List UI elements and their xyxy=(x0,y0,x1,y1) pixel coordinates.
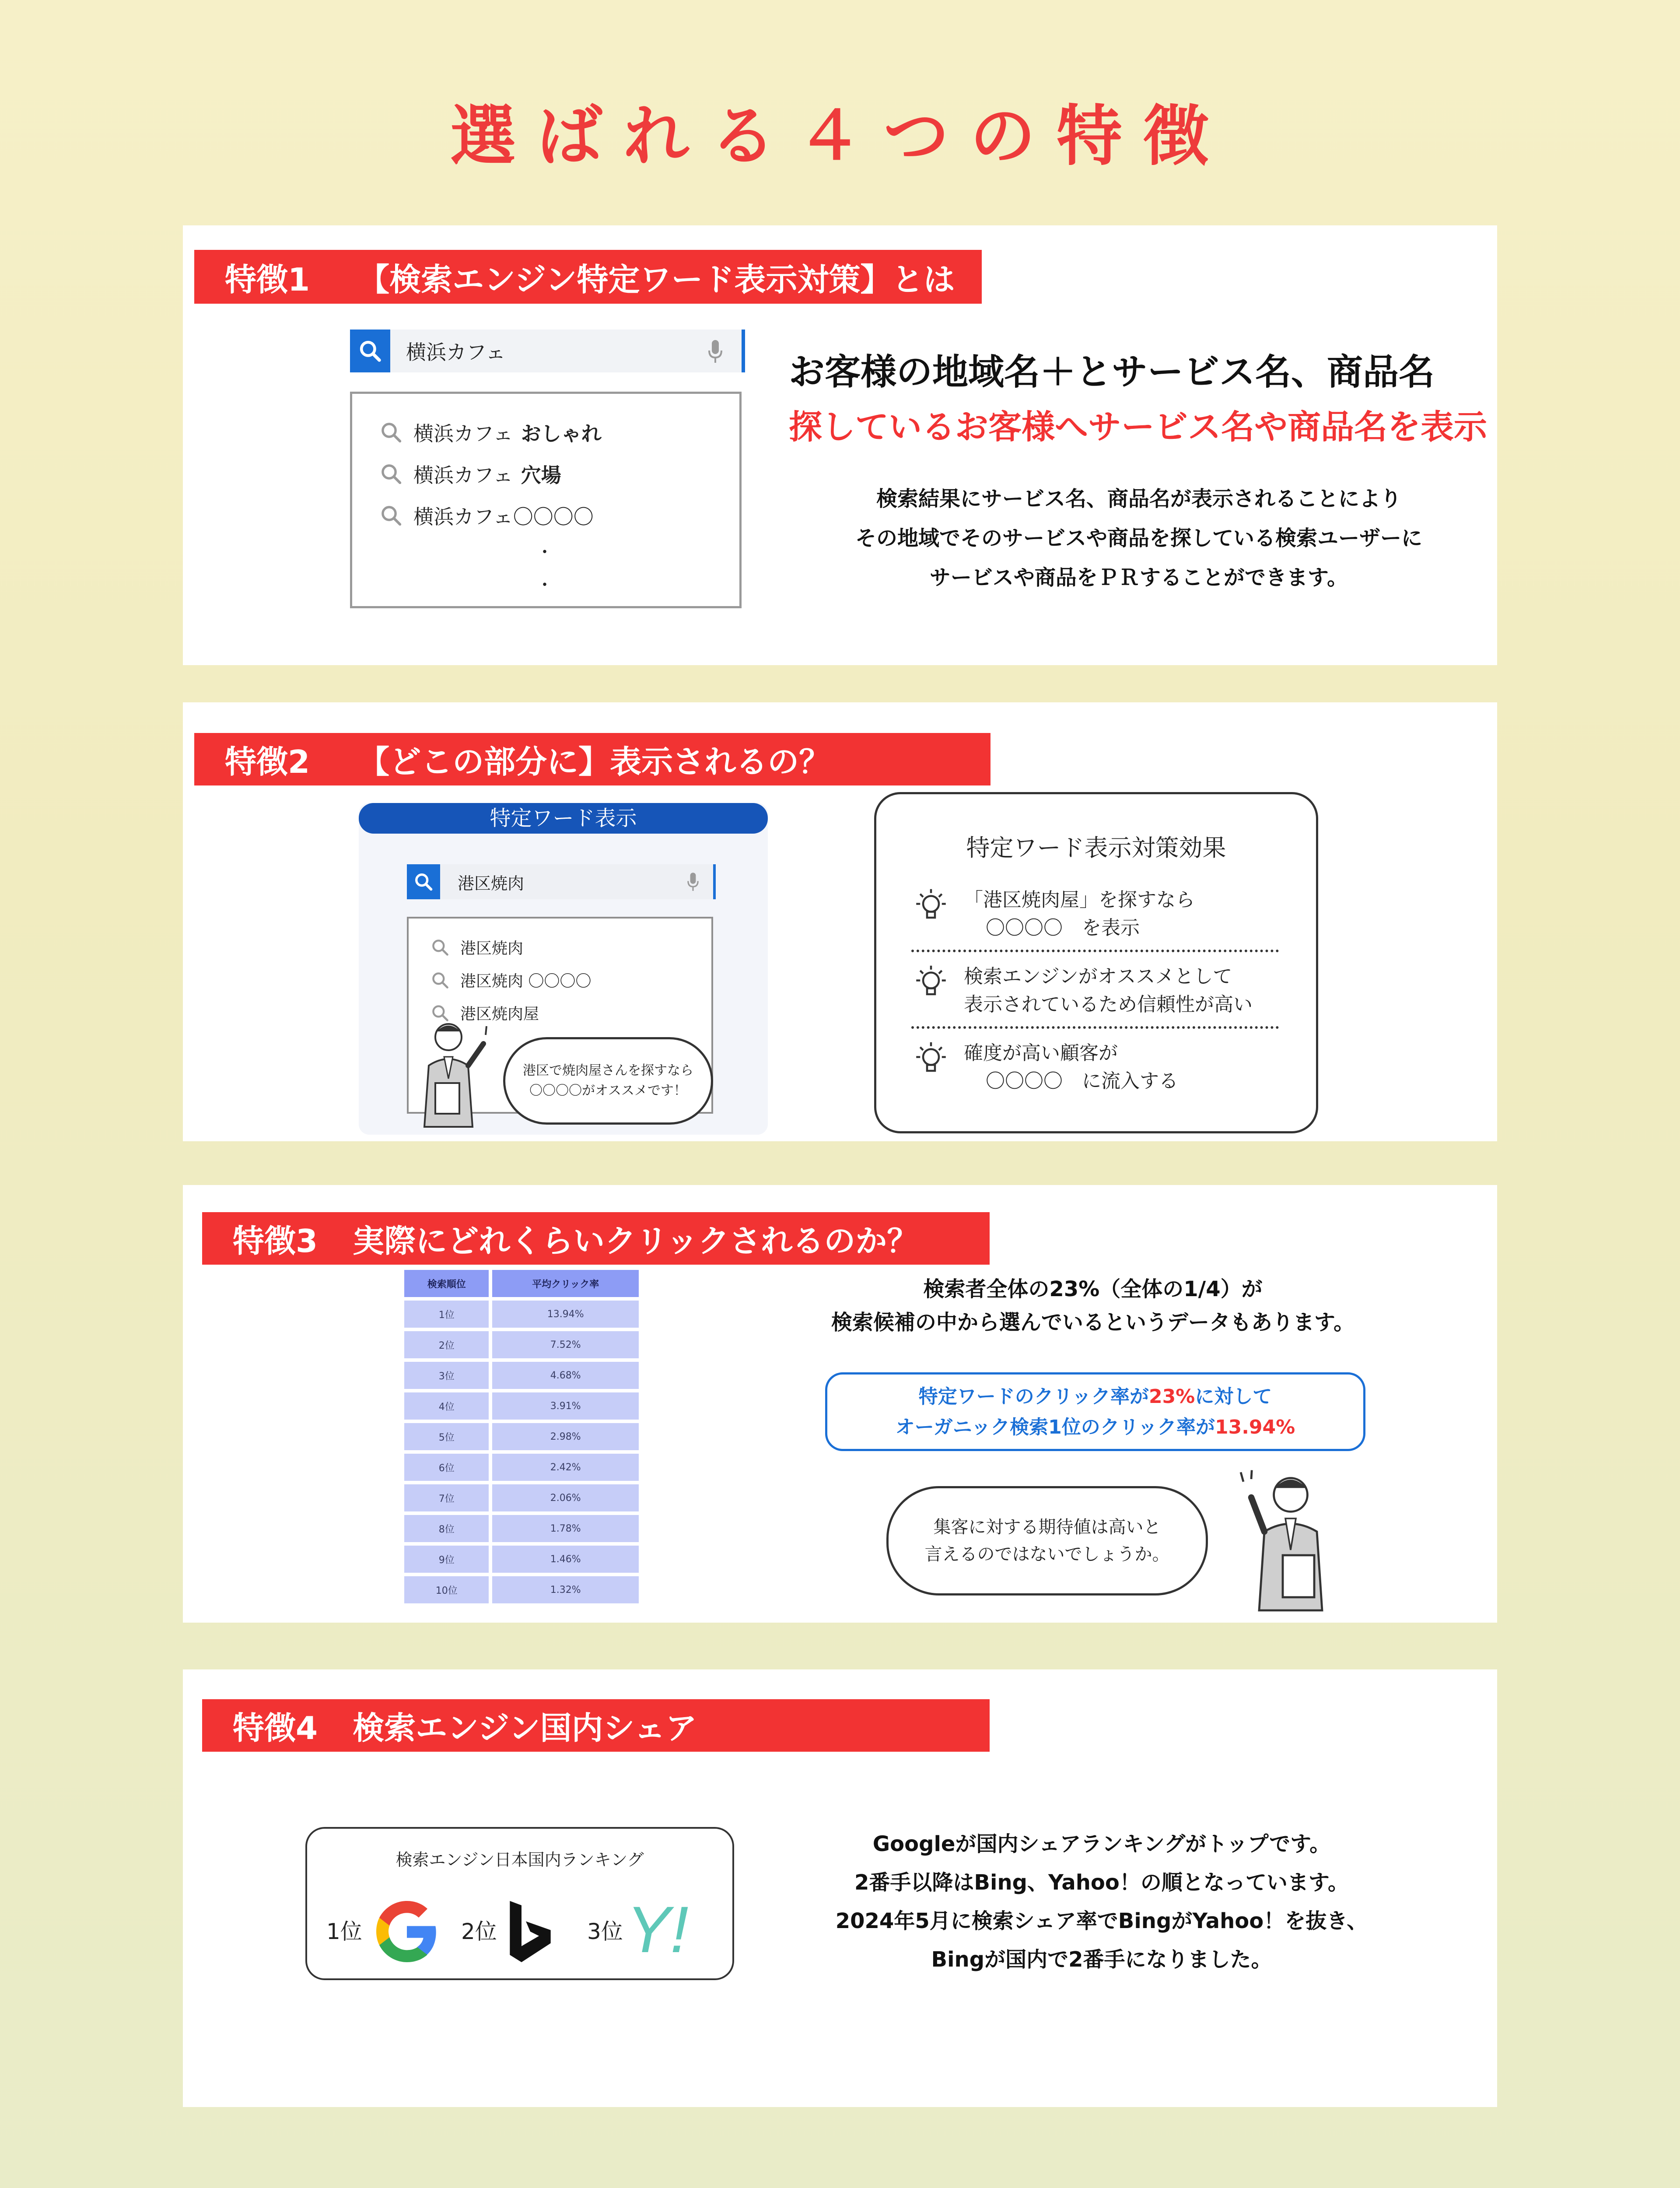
search-icon xyxy=(413,872,434,892)
feature2-search-panel xyxy=(359,803,768,1135)
effect-line: 表示されているため信頼性が高い xyxy=(964,993,1253,1016)
rank-cell: 3位 xyxy=(404,1362,489,1389)
divider xyxy=(911,950,1279,952)
feature2-speech-bubble xyxy=(503,1037,713,1125)
table-row xyxy=(404,1423,639,1450)
bubble-line: 集客に対する期待値は高いと xyxy=(933,1517,1161,1537)
google-logo-icon xyxy=(372,1897,442,1967)
effect-line: 確度が高い顧客が xyxy=(964,1042,1118,1064)
feature2-card xyxy=(183,702,1497,1141)
highlight-box xyxy=(825,1372,1365,1451)
table-header: 平均クリック率 xyxy=(492,1270,639,1297)
feature2-banner-text: 【どこの部分に】表示されるの？ xyxy=(358,743,831,780)
effect-line: 検索エンジンがオススメとして xyxy=(964,965,1232,988)
rank-cell: 5位 xyxy=(404,1423,489,1450)
click-rate-cell: 13.94% xyxy=(492,1301,639,1328)
suggestion-text: 港区焼肉 〇〇〇〇 xyxy=(460,972,592,990)
highlight-value: 23% xyxy=(1148,1385,1195,1408)
click-rate-cell: 1.78% xyxy=(492,1515,639,1542)
text-line: Googleが国内シェアランキングがトップです。 xyxy=(872,1832,1331,1856)
lightbulb-icon xyxy=(911,886,951,926)
ranking-title: 検索エンジン日本国内ランキング xyxy=(396,1850,644,1869)
rank-label: 3位 xyxy=(587,1919,623,1944)
effect-item xyxy=(911,1039,1178,1095)
body-line: サービスや商品をＰＲすることができます。 xyxy=(929,565,1348,590)
suggestion-item[interactable] xyxy=(430,936,523,958)
feature3-banner-number: 特徴3 xyxy=(233,1223,318,1259)
feature4-card xyxy=(183,1669,1497,2107)
text-line: 検索者全体の23%（全体の1/4）が xyxy=(923,1277,1263,1301)
microphone-icon[interactable] xyxy=(686,871,700,892)
suggestion-base: 横浜カフェ xyxy=(413,463,513,487)
effect-line: 〇〇〇〇 を表示 xyxy=(986,917,1140,939)
highlight-text: 特定ワードのクリック率が xyxy=(918,1385,1149,1408)
feature1-headline: お客様の地域名＋とサービス名、商品名 xyxy=(789,351,1435,393)
effect-item xyxy=(911,963,1253,1019)
suggestion-item[interactable] xyxy=(430,969,591,991)
rank-label: 1位 xyxy=(326,1919,362,1944)
divider xyxy=(911,1026,1279,1029)
rank-cell: 1位 xyxy=(404,1301,489,1328)
feature1-search-bar[interactable] xyxy=(350,330,742,372)
feature3-speech-bubble xyxy=(886,1486,1208,1595)
businessman-illustration xyxy=(411,1017,499,1131)
suggestion-base: 横浜カフェ〇〇〇〇 xyxy=(413,505,594,529)
highlight-line xyxy=(827,1382,1363,1412)
table-row xyxy=(404,1362,639,1389)
text-line: Bingが国内で2番手になりました。 xyxy=(931,1947,1272,1972)
suggestion-bold: おしゃれ xyxy=(521,422,602,445)
click-rate-cell: 3.91% xyxy=(492,1392,639,1420)
feature2-banner-number: 特徴2 xyxy=(225,743,310,780)
highlight-line xyxy=(827,1412,1363,1443)
rank-cell: 8位 xyxy=(404,1515,489,1542)
feature4-banner xyxy=(202,1699,990,1752)
feature2-effect-box xyxy=(874,792,1318,1133)
text-cursor xyxy=(713,864,716,899)
feature3-text xyxy=(752,1273,1434,1339)
rank-cell: 7位 xyxy=(404,1484,489,1511)
feature3-banner-text: 実際にどれくらいクリックされるのか？ xyxy=(353,1223,919,1259)
feature1-banner-text: 【検索エンジン特定ワード表示対策】とは xyxy=(358,261,955,298)
feature1-body xyxy=(789,479,1489,597)
feature1-search-query: 横浜カフェ xyxy=(406,340,506,364)
click-rate-cell: 4.68% xyxy=(492,1362,639,1389)
bing-logo-icon xyxy=(500,1897,561,1967)
search-icon xyxy=(379,504,403,527)
search-icon xyxy=(379,462,403,486)
search-icon xyxy=(430,971,450,990)
effect-line: 〇〇〇〇 に流入する xyxy=(986,1070,1178,1092)
highlight-text: オーガニック検索1位のクリック率が xyxy=(895,1416,1215,1438)
table-row xyxy=(404,1454,639,1481)
yahoo-logo-icon: Y! xyxy=(626,1893,689,1966)
rank-cell: 9位 xyxy=(404,1546,489,1573)
effect-item xyxy=(911,886,1195,942)
microphone-icon[interactable] xyxy=(707,338,724,365)
table-row xyxy=(404,1331,639,1358)
click-rate-cell: 1.32% xyxy=(492,1576,639,1603)
body-line: その地域でそのサービスや商品を探している検索ユーザーに xyxy=(855,526,1422,551)
table-header: 検索順位 xyxy=(404,1270,489,1297)
search-button[interactable] xyxy=(407,864,440,899)
click-rate-cell: 1.46% xyxy=(492,1546,639,1573)
bubble-line: 言えるのではないでしょうか。 xyxy=(924,1544,1170,1564)
search-button[interactable] xyxy=(350,330,390,372)
effect-line: 「港区焼肉屋」を探すなら xyxy=(964,889,1195,911)
body-line: 検索結果にサービス名、商品名が表示されることにより xyxy=(876,487,1401,511)
table-row xyxy=(404,1576,639,1603)
search-icon xyxy=(430,938,450,957)
feature3-banner xyxy=(202,1212,990,1265)
feature4-banner-number: 特徴4 xyxy=(233,1710,318,1746)
search-icon xyxy=(358,339,382,363)
highlight-value: 13.94% xyxy=(1214,1416,1295,1438)
ranking-box xyxy=(305,1827,734,1980)
highlight-text: に対して xyxy=(1195,1385,1272,1408)
lightbulb-icon xyxy=(911,963,951,1002)
rank-cell: 4位 xyxy=(404,1392,489,1420)
feature1-banner xyxy=(194,250,982,304)
suggestion-item[interactable] xyxy=(379,418,602,447)
click-rate-cell: 2.98% xyxy=(492,1423,639,1450)
suggestion-text: 港区焼肉 xyxy=(460,940,524,957)
suggestion-text: 港区焼肉屋 xyxy=(460,1005,539,1023)
click-rate-cell: 2.06% xyxy=(492,1484,639,1511)
bubble-line: 〇〇〇〇がオススメです！ xyxy=(529,1083,687,1098)
feature1-card xyxy=(183,225,1497,665)
text-cursor xyxy=(742,330,745,372)
feature2-search-bar[interactable] xyxy=(407,864,713,899)
table-row xyxy=(404,1301,639,1328)
table-body xyxy=(404,1301,639,1603)
rank-cell: 2位 xyxy=(404,1331,489,1358)
businessman-illustration xyxy=(1233,1465,1338,1614)
table-row xyxy=(404,1515,639,1542)
ellipsis-dot: ・ xyxy=(536,575,553,595)
effect-title: 特定ワード表示対策効果 xyxy=(966,834,1226,862)
text-line: 検索候補の中から選んでいるというデータもあります。 xyxy=(831,1310,1355,1335)
table-row xyxy=(404,1546,639,1573)
lightbulb-icon xyxy=(911,1039,951,1079)
text-line: 2番手以降はBing、Yahoo！の順となっています。 xyxy=(854,1870,1349,1895)
table-row xyxy=(404,1484,639,1511)
search-icon xyxy=(379,421,403,444)
bubble-line: 港区で焼肉屋さんを探すなら xyxy=(523,1063,693,1078)
feature3-card xyxy=(183,1185,1497,1623)
rank-label: 2位 xyxy=(461,1919,497,1944)
text-line: 2024年5月に検索シェア率でBingがYahoo！を抜き、 xyxy=(835,1909,1368,1933)
click-rate-cell: 2.42% xyxy=(492,1454,639,1481)
suggestion-item[interactable] xyxy=(379,459,561,488)
table-row xyxy=(404,1392,639,1420)
feature1-suggestion-box xyxy=(350,392,742,608)
click-rate-cell: 7.52% xyxy=(492,1331,639,1358)
feature4-text xyxy=(774,1825,1430,1979)
feature4-banner-text: 検索エンジン国内シェア xyxy=(353,1710,697,1746)
rank-cell: 10位 xyxy=(404,1576,489,1603)
click-rate-table xyxy=(401,1266,642,1607)
rank-cell: 6位 xyxy=(404,1454,489,1481)
suggestion-item[interactable] xyxy=(379,501,594,530)
feature2-search-query: 港区焼肉 xyxy=(458,873,525,893)
suggestion-bold: 穴場 xyxy=(521,463,561,487)
feature1-subheadline: 探しているお客様へサービス名や商品名を表示 xyxy=(789,407,1487,446)
panel-title: 特定ワード表示 xyxy=(359,803,768,834)
suggestion-base: 横浜カフェ xyxy=(413,422,513,445)
page-title: 選ばれる４つの特徴 xyxy=(450,98,1230,175)
feature1-banner-number: 特徴1 xyxy=(225,261,310,298)
ellipsis-dot: ・ xyxy=(536,542,553,562)
feature2-banner xyxy=(194,733,990,785)
